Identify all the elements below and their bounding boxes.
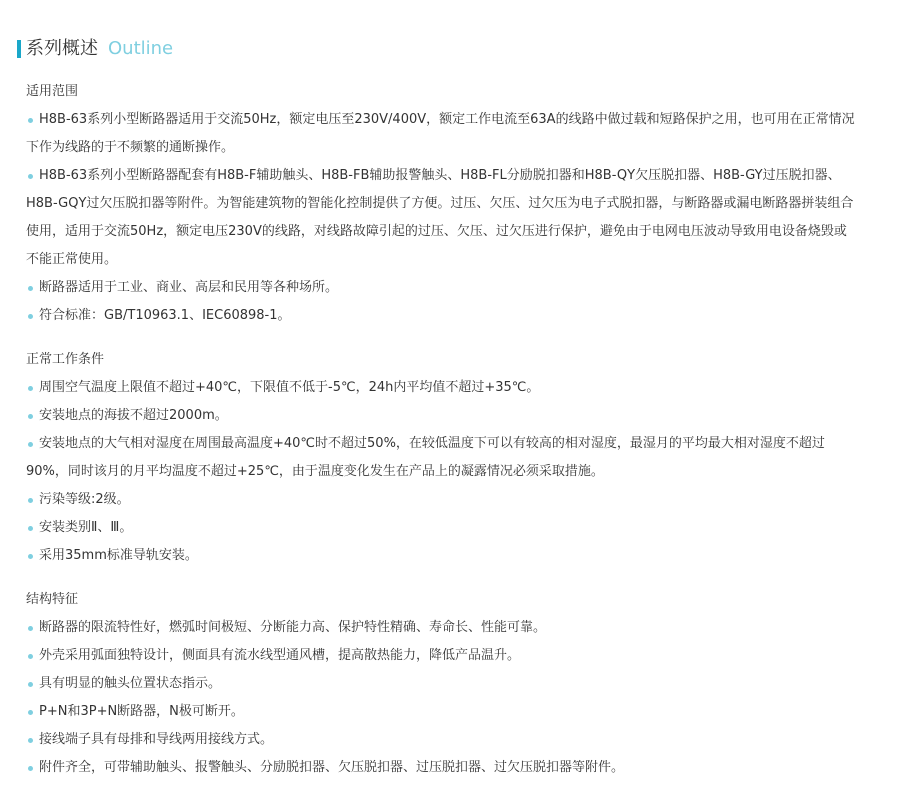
bullet-dot-icon [28,314,33,319]
bullet-dot-icon [28,654,33,659]
bullet-dot-icon [28,286,33,291]
section-title: 正常工作条件 [26,352,105,367]
bullet-dot-icon [28,414,33,419]
bullet-dot-icon [28,386,33,391]
list-item: 断路器适用于工业、商业、高层和民用等各种场所。 [26,274,856,302]
bullet-dot-icon [28,710,33,715]
bullet-dot-icon [28,682,33,687]
list-item: 符合标准：GB/T10963.1、IEC60898-1。 [26,302,856,330]
list-item: 污染等级:2级。 [26,486,856,514]
section-scope [26,78,856,330]
list-item: 具有明显的触头位置状态指示。 [26,670,856,698]
list-item: 安装地点的大气相对湿度在周围最高温度+40℃时不超过50%，在较低温度下可以有较高的相对湿度，最湿月的平均最大相对湿度不超过90%，同时该月的月平均温度不超过+25℃，由于温度变化发生在产品上的凝露情况必须采取措施。 [26,436,825,479]
list-item: 接线端子具有母排和导线两用接线方式。 [26,726,856,754]
bullet-dot-icon [28,498,33,503]
list-item: 附件齐全，可带辅助触头、报警触头、分励脱扣器、欠压脱扣器、过压脱扣器、过欠压脱扣器等附件。 [26,754,856,782]
section-working-conditions [26,346,856,570]
list-item: H8B-63系列小型断路器配套有H8B-F辅助触头、H8B-FB辅助报警触头、H8B-FL分励脱扣器和H8B-QY欠压脱扣器、H8B-GY过压脱扣器、H8B-GQY过欠压脱扣器等附件。为智能建筑物的智能化控制提供了方便。过压、欠压、过欠压为电子式脱扣器，与断路器或漏电断路器拼装组合使用，适用于交流50Hz，额定电压230V的线路，对线路故障引起的过压、欠压、过欠压进行保护，避免由于电网电压波动导致用电设备烧毁或不能正常使用。 [26,168,854,267]
bullet-dot-icon [28,526,33,531]
bullet-dot-icon [28,554,33,559]
list-item: P+N和3P+N断路器，N极可断开。 [26,698,856,726]
bullet-dot-icon [28,738,33,743]
header-title: 系列概述 [26,38,98,59]
bullet-dot-icon [28,626,33,631]
section-header [17,38,900,60]
header-accent-bar [17,40,21,58]
list-item: 安装地点的海拔不超过2000m。 [26,402,856,430]
bullet-dot-icon [28,118,33,123]
header-subtitle: Outline [108,38,174,59]
bullet-dot-icon [28,174,33,179]
list-item: 断路器的限流特性好，燃弧时间极短、分断能力高、保护特性精确、寿命长、性能可靠。 [26,614,856,642]
section-structure-features [26,586,856,782]
section-title: 结构特征 [26,592,79,607]
bullet-dot-icon [28,442,33,447]
list-item: 周围空气温度上限值不超过+40℃，下限值不低于-5℃，24h内平均值不超过+35℃。 [26,374,856,402]
bullet-dot-icon [28,766,33,771]
list-item: 采用35mm标准导轨安装。 [26,542,856,570]
list-item: 外壳采用弧面独特设计，侧面具有流水线型通风槽，提高散热能力，降低产品温升。 [26,642,856,670]
list-item: 安装类别Ⅱ、Ⅲ。 [26,514,856,542]
section-title: 适用范围 [26,84,79,99]
list-item: H8B-63系列小型断路器适用于交流50Hz，额定电压至230V/400V，额定工作电流至63A的线路中做过载和短路保护之用，也可用在正常情况下作为线路的于不频繁的通断操作。 [26,112,855,155]
